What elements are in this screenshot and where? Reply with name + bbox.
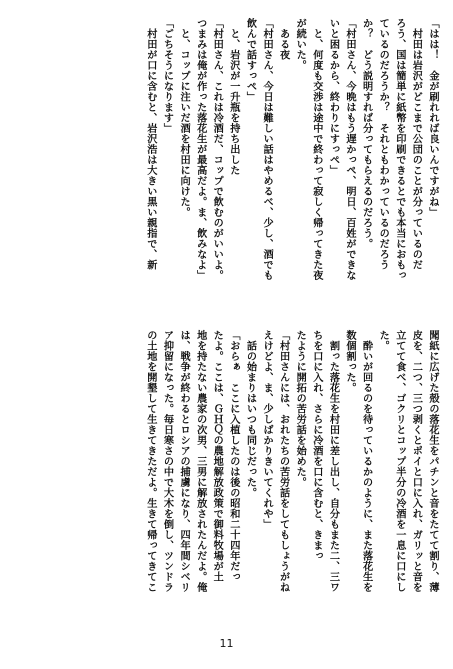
text-line: 話の始まりはいつも同じだった。: [244, 330, 256, 498]
text-line: えけどよ、ま、少しばかりきいてくれや」: [261, 330, 273, 530]
text-line: と、岩沢が一升瓶を持ち出した: [227, 18, 239, 176]
text-line: 聞紙に広げた殻の落花生をパチンと音をたてて割り、薄: [427, 330, 438, 593]
text-line: 「ごちそうになります」: [161, 18, 173, 134]
text-line: つまみは俺が作った落花生が最高だよ。ま、飲みなよ」: [194, 18, 206, 281]
text-line: と、何度も交渉は途中で終わって寂しく帰ってきた夜: [310, 18, 322, 281]
text-line: 「村田さん、これは冷酒だ、コップで飲むのがいいよ。: [211, 18, 223, 281]
text-line: 「おらぁ ここに入植したのは後の昭和二十四年だっ: [227, 330, 239, 582]
text-line: ちを口に入れ、さらに冷酒を口に含むと、きまっ: [310, 330, 322, 561]
text-line: は、戦争が終わるとロシアの捕虜になり、四年間シベリ: [178, 330, 190, 593]
text-line: 「村田さん、今日は難しい話はやめるべ、少し、酒でも: [261, 18, 273, 281]
text-line: か？ どう説明すれば分ってもらえるのだろう。: [360, 18, 372, 249]
page-number: 11: [219, 637, 234, 650]
text-line: 村田が口に含むと、岩沢浩は大きい黒い親指で、新: [144, 18, 156, 270]
text-line: 飲んで話すっぺ」: [244, 18, 256, 102]
text-line: 「はは！ 金が刷れれば良いんですがね」: [427, 18, 438, 218]
text-line: ア抑留になった。毎日寒さの中で大木を倒し、ツンドラ: [161, 330, 173, 593]
text-line: 地を持たない農家の次男、三男に解放されたんだよ。俺: [194, 330, 206, 593]
text-line: 皮を、二つ、三つ剥くとポイと口に入れ、ガリッと音を: [410, 330, 422, 593]
text-line: 「村田さん、今晩はもう遅かっぺ、明日、百姓ができな: [344, 18, 356, 281]
text-line: 村田は岩沢がどこまで公団のことが分っているのだ: [410, 18, 422, 270]
text-line: ろう、国は簡単に紙幣を印刷できるとでも本当におもっ: [393, 18, 405, 281]
text-line: 割った落花生を村田に差し出し、自分もまた二、三ワ: [327, 330, 339, 593]
text-line: と、コップに注いだ酒を村田に向けた。: [178, 18, 190, 218]
text-line: 「村田さんには、おれたちの苦労話をしてもしょうがね: [277, 330, 289, 593]
text-line: たように開拓の苦労話を始めた。: [294, 330, 306, 488]
lower-text-block: [141, 330, 440, 614]
text-line: 立てて食べ、ゴクリとコップ半分の冷酒を一息に口にし: [393, 330, 405, 593]
text-line: が続いた。: [294, 18, 306, 71]
text-line: 酔いが回るのを待っているかのように、また落花生を: [360, 330, 372, 593]
upper-text-block: [141, 18, 440, 300]
text-line: ある夜: [277, 18, 289, 60]
text-line: た。: [377, 330, 389, 351]
text-line: たよ。ここは、ＧＨＱの農地解放政策で御料牧場が土: [211, 330, 223, 582]
text-line: の土地を開墾して生きてきただよ。生きて帰ってきてこ: [144, 330, 156, 593]
text-line: いと困るから、終わりにすっぺ」: [327, 18, 339, 176]
text-line: 数個割った。: [344, 330, 356, 393]
text-line: ているのだろうか？ それともわかっているのだろう: [377, 18, 389, 270]
